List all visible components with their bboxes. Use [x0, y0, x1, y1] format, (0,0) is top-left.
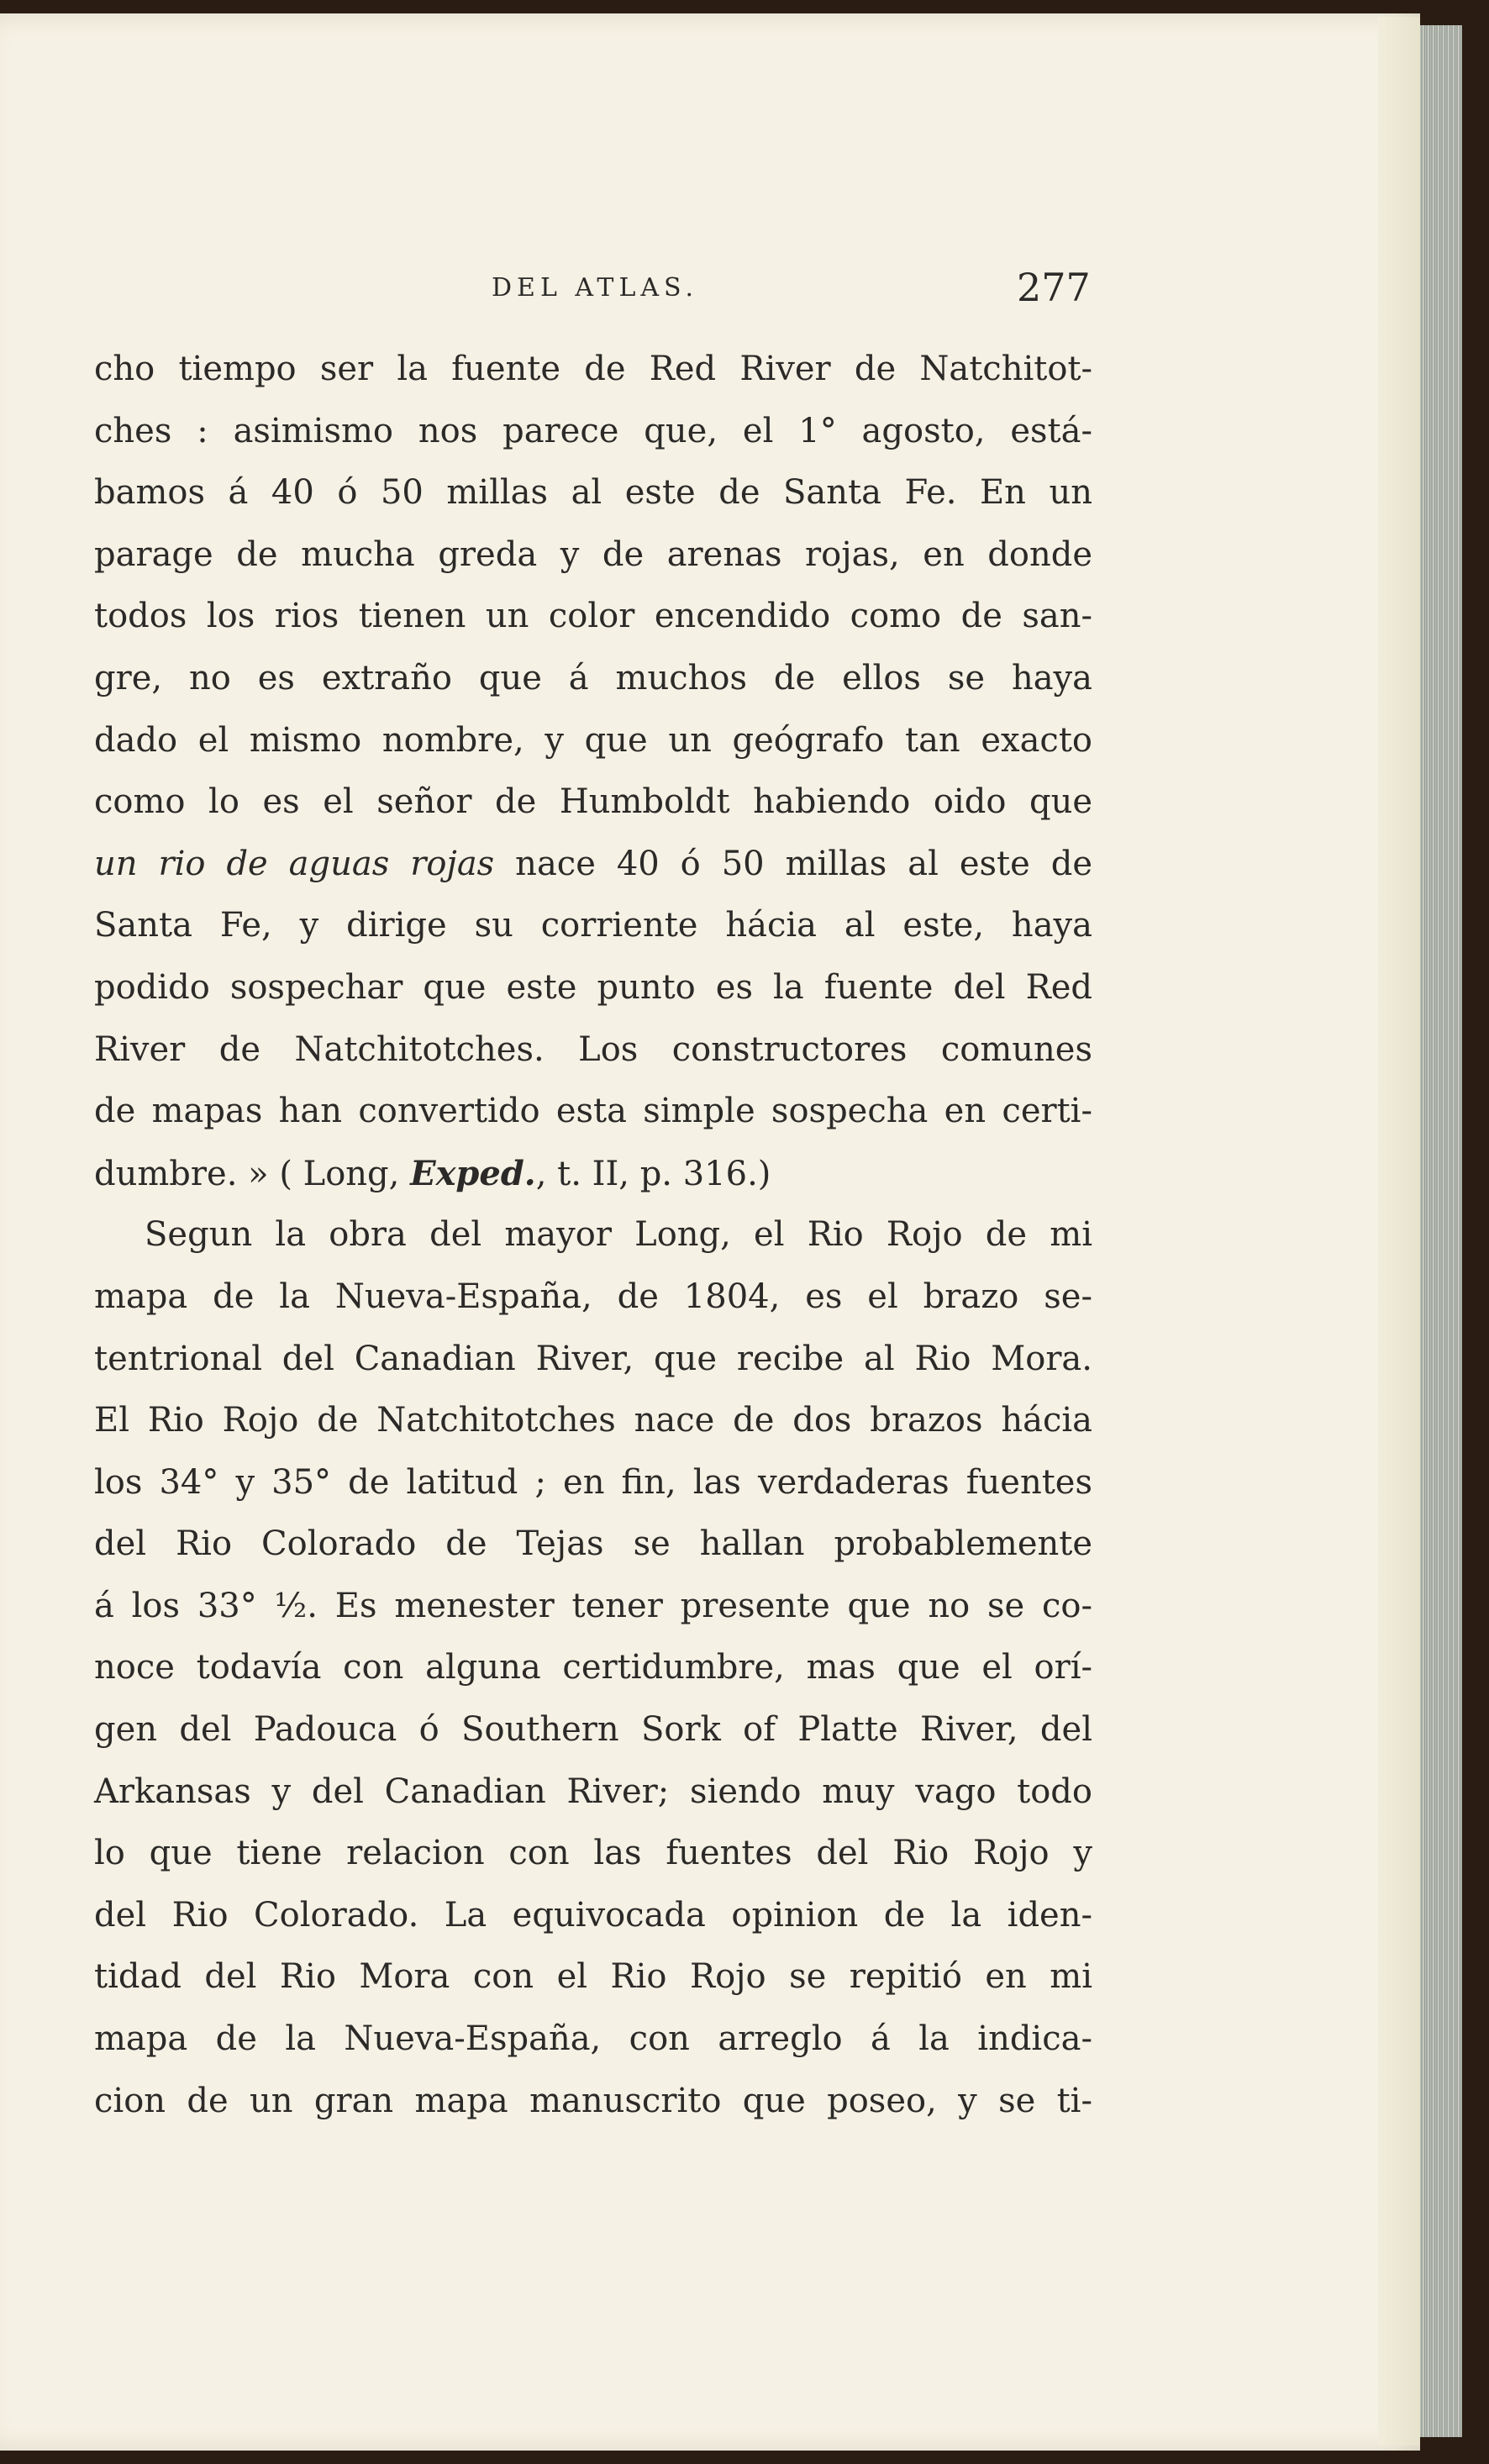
text-line: lo que tiene relacion con las fuentes del Rio Rojo y	[94, 1834, 1092, 1873]
italic-phrase: un rio de aguas rojas	[94, 844, 495, 883]
text-line: parage de mucha greda y de arenas rojas, en donde	[94, 534, 1092, 574]
text-fragment: , t. II, p. 316.)	[535, 1154, 771, 1193]
text-line: noce todavía con alguna certidumbre, mas que el orí-	[94, 1648, 1092, 1687]
text-fragment: nace 40 ó 50 millas al este de	[494, 844, 1093, 883]
text-line: Segun la obra del mayor Long, el Rio Rojo de mi	[145, 1215, 1092, 1255]
text-line: como lo es el señor de Humboldt habiendo oido que	[94, 782, 1092, 822]
text-fragment: dumbre. » ( Long,	[94, 1154, 411, 1193]
text-line: á los 33° ½. Es menester tener presente que no se co-	[94, 1586, 1092, 1625]
text-line: mapa de la Nueva-España, de 1804, es el brazo se-	[94, 1277, 1092, 1316]
text-line: del Rio Colorado de Tejas se hallan probablemente	[94, 1524, 1092, 1564]
text-line: Santa Fe, y dirige su corriente hácia al este, haya	[94, 906, 1092, 945]
running-title: DEL ATLAS.	[492, 273, 699, 303]
text-line: cho tiempo ser la fuente de Red River de Natchitot-	[94, 350, 1092, 388]
text-line: dado el mismo nombre, y que un geógrafo tan exacto	[94, 720, 1092, 760]
citation-title: Exped.	[410, 1153, 536, 1193]
body-text	[94, 339, 1092, 2132]
text-line: gen del Padouca ó Southern Sork of Platte River, del	[94, 1710, 1092, 1750]
page-header	[0, 265, 1420, 315]
paragraph-1	[94, 339, 1092, 1204]
text-line: del Rio Colorado. La equivocada opinion de la iden-	[94, 1895, 1092, 1935]
page-number: 277	[1017, 265, 1091, 310]
text-line: podido sospechar que este punto es la fuente del Red	[94, 967, 1092, 1007]
text-line: los 34° y 35° de latitud ; en fin, las verdaderas fuentes	[94, 1462, 1092, 1502]
text-line: ches : asimismo nos parece que, el 1° agosto, está-	[94, 411, 1092, 450]
text-line: bamos á 40 ó 50 millas al este de Santa Fe. En un	[94, 473, 1092, 513]
page-gutter-shade	[1378, 17, 1420, 2446]
text-line: tidad del Rio Mora con el Rio Rojo se repitió en mi	[94, 1957, 1092, 1997]
text-line	[94, 834, 1092, 896]
text-line	[94, 1143, 1092, 1205]
text-line: gre, no es extraño que á muchos de ellos se haya	[94, 658, 1092, 698]
page-stack-edge	[1420, 25, 1462, 2437]
text-line: mapa de la Nueva-España, con arreglo á la indica-	[94, 2019, 1092, 2059]
paragraph-2	[94, 1204, 1092, 2132]
text-line: todos los rios tienen un color encendido como de san-	[94, 597, 1092, 636]
text-line: River de Natchitotches. Los constructores comunes	[94, 1029, 1092, 1069]
text-line: Arkansas y del Canadian River; siendo muy vago todo	[94, 1772, 1092, 1811]
text-line: cion de un gran mapa manuscrito que poseo, y se ti-	[94, 2081, 1092, 2120]
text-line: tentrional del Canadian River, que recibe al Rio Mora.	[94, 1339, 1092, 1378]
text-line: El Rio Rojo de Natchitotches nace de dos brazos hácia	[94, 1401, 1092, 1440]
text-line: de mapas han convertido esta simple sospecha en certi-	[94, 1092, 1092, 1131]
